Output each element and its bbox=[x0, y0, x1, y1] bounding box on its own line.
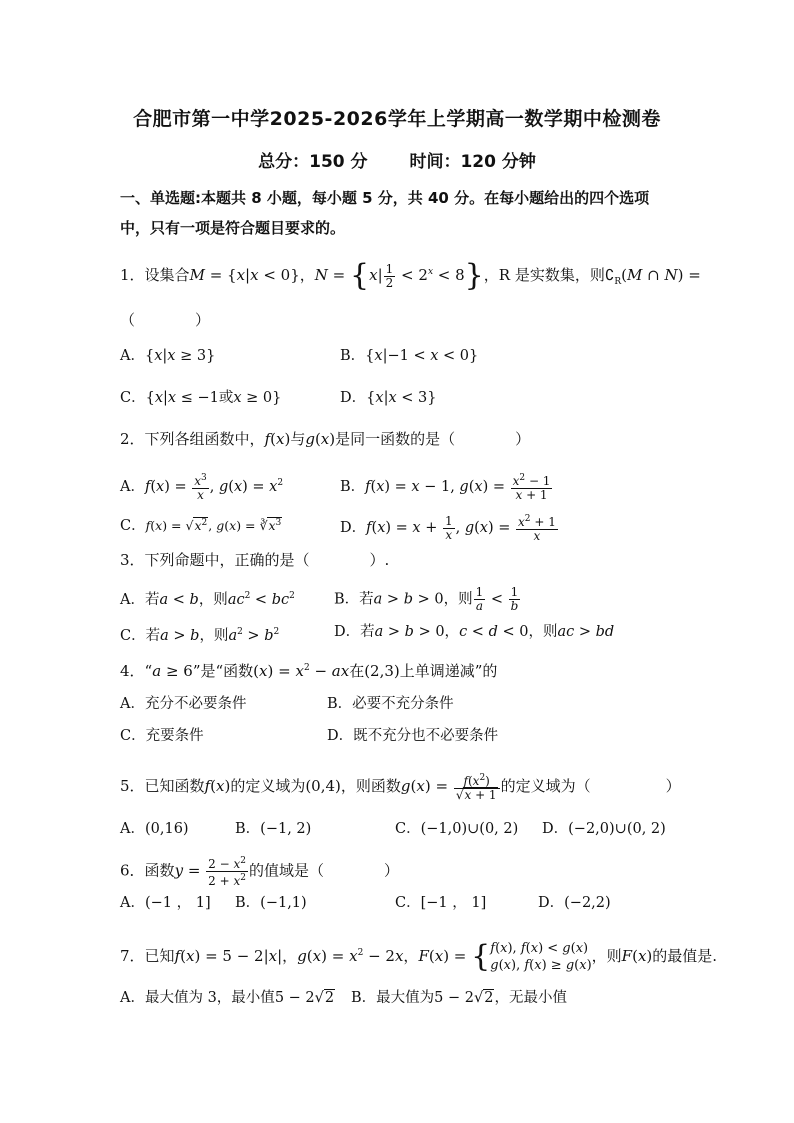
section-heading-line1: 一、单选题:本题共 8 小题，每小题 5 分，共 40 分。在每小题给出的四个选项 bbox=[120, 189, 650, 207]
option-d: D．若a > b > 0，c < d < 0，则ac > bd bbox=[334, 624, 615, 640]
math-expr: M bbox=[189, 266, 205, 284]
option-label: C． bbox=[120, 518, 146, 535]
option-b: B．{x|−1 < x < 0} bbox=[340, 348, 479, 364]
question-number: 5． bbox=[120, 777, 145, 795]
question-text-4: 上单调递减”的 bbox=[399, 662, 498, 680]
question-text-4: 的定义域为（ ） bbox=[500, 777, 681, 795]
question-number: 3． bbox=[120, 551, 145, 569]
question-number: 6． bbox=[120, 861, 145, 880]
option-label: D． bbox=[340, 390, 367, 406]
option-label: A． bbox=[120, 821, 145, 837]
option-c: C．$f(x) = √x^2$, $g(x) = ∛x^3$ bbox=[120, 518, 282, 535]
question-5: 5．已知函数f(x)的定义域为(0,4)，则函数g(x) = $\frac{f(x^2)}{√x + 1}$ 的定义域为（ ） bbox=[120, 773, 681, 802]
question-4: 4．“a ≥ 6”是“函数$(x) = x^2$ − ax在(2,3)上单调递减”的 bbox=[120, 662, 498, 680]
option-text: ，则 bbox=[443, 591, 473, 608]
total-score: 总分：150 分 bbox=[258, 152, 368, 172]
option-a: A．若a < b，则$ac^2 < bc^2$ bbox=[120, 591, 295, 608]
option-label: B．最大值为 bbox=[351, 990, 435, 1006]
question-text-2: 与 bbox=[290, 430, 306, 448]
option-label: A． bbox=[120, 895, 145, 911]
question-6: 6．函数y = $\frac{2 - x^2}{2 + x^2}$ 的值域是（ ） bbox=[120, 856, 400, 888]
question-text: 已知函数 bbox=[144, 777, 205, 795]
option-label: D． bbox=[538, 895, 565, 911]
option-label: D． bbox=[340, 520, 367, 536]
question-7: 7．已知f(x) = 5 − 2|x|，$g(x) = x^2 - 2x$，F(x) = { f(x), f(x) < g(x) g(x), f(x) ≥ g(x) ，则F(x)的最值是. bbox=[120, 939, 718, 974]
option-b: B．若a > b > 0，则 $\frac{1}{a}$ < $\frac{1}{b}$ bbox=[334, 585, 519, 613]
option-d: D．{x|x < 3} bbox=[340, 390, 437, 406]
question-text-3: 的最值是. bbox=[652, 947, 718, 965]
question-text-2: 的定义域为 bbox=[230, 777, 306, 795]
option-label: A．若 bbox=[120, 591, 160, 608]
option-c: C．若a > b，则$a^2 > b^2$ bbox=[120, 627, 280, 644]
option-b: B．最大值为5 − 2√2，无最小值 bbox=[351, 990, 567, 1006]
option-label: A． bbox=[120, 479, 145, 495]
exam-info bbox=[0, 147, 794, 172]
time-limit: 时间：120 分钟 bbox=[409, 152, 536, 172]
option-a: A．{x|x ≥ 3} bbox=[120, 348, 216, 364]
option-label: B． bbox=[235, 895, 261, 911]
option-label: B． bbox=[340, 479, 366, 495]
option-c: C．(−1,0)∪(0, 2) bbox=[395, 821, 519, 837]
option-a: A．f(x) = $\frac{x^3}{x}$ , $g(x) = x^2$ bbox=[120, 473, 284, 502]
option-text: ，则 bbox=[198, 591, 228, 608]
option-a: A．(0,16) bbox=[120, 821, 189, 837]
option-b: B．(−1, 2) bbox=[235, 821, 312, 837]
option-label: D． bbox=[542, 821, 569, 837]
option-d: D．f(x) = x + $\frac{1}{x}$ , g(x) = $\frac{x^2 + 1}{x}$ bbox=[340, 513, 556, 543]
option-a: A．最大值为 3，最小值5 − 2√2 bbox=[120, 990, 335, 1006]
option-d: D．(−2,2) bbox=[538, 895, 611, 911]
answer-paren: （ ） bbox=[120, 311, 211, 329]
question-text: 设集合 bbox=[144, 266, 190, 284]
question-text: 已知 bbox=[144, 947, 175, 965]
question-text-2: ，R 是实数集，则 bbox=[483, 266, 605, 284]
question-number: 7． bbox=[120, 947, 145, 965]
question-text-3: 在 bbox=[349, 662, 365, 680]
option-label: B．若 bbox=[334, 591, 374, 608]
option-text: ，则 bbox=[528, 624, 558, 640]
question-1: 1．设集合M = {x|x < 0}，N = {x| $\frac{1}{2}$ < $2^x < 8$}，R 是实数集，则$∁_R(M$ ∩ N) = bbox=[120, 258, 701, 293]
question-text-2: ，则 bbox=[591, 947, 622, 965]
option-b: B．f(x) = x − 1, g(x) = $\frac{x^2 - 1}{x + 1}$ bbox=[340, 473, 551, 502]
question-3 bbox=[120, 550, 389, 570]
question-text: 下列命题中，正确的是（ ）. bbox=[144, 551, 390, 569]
option-d: D．(−2,0)∪(0, 2) bbox=[542, 821, 666, 837]
question-text: “ bbox=[144, 662, 153, 680]
option-b: B．必要不充分条件 bbox=[327, 696, 454, 712]
option-label: B． bbox=[340, 348, 366, 364]
option-label: C． bbox=[120, 390, 146, 406]
exam-title: 合肥市第一中学2025-2026学年上学期高一数学期中检测卷 bbox=[133, 108, 661, 130]
question-number: 2． bbox=[120, 430, 145, 448]
question-text-3: ，则函数 bbox=[340, 777, 401, 795]
option-label: B． bbox=[235, 821, 261, 837]
question-text-2: ”是“函数 bbox=[192, 662, 254, 680]
question-text: 函数 bbox=[144, 861, 175, 880]
option-a: A．充分不必要条件 bbox=[120, 696, 247, 712]
option-b: B．(−1,1) bbox=[235, 895, 307, 911]
section-heading bbox=[120, 183, 680, 243]
option-text: ，则 bbox=[199, 627, 229, 644]
option-c: C．[−1 ， 1] bbox=[395, 895, 487, 911]
option-c: C．充要条件 bbox=[120, 728, 204, 744]
section-heading-line2: 中，只有一项是符合题目要求的。 bbox=[120, 219, 346, 237]
option-d: D．既不充分也不必要条件 bbox=[327, 728, 499, 744]
option-label: C．若 bbox=[120, 627, 161, 644]
option-a: A．(−1 ， 1] bbox=[120, 895, 211, 911]
question-number: 1． bbox=[120, 266, 145, 284]
question-text-2: 的值域是（ ） bbox=[249, 861, 400, 880]
question-2: 2．下列各组函数中，f(x)与g(x)是同一函数的是（ ） bbox=[120, 430, 531, 448]
option-label: C． bbox=[395, 821, 421, 837]
question-number: 4． bbox=[120, 662, 145, 680]
option-label: D．若 bbox=[334, 624, 375, 640]
option-label: C． bbox=[395, 895, 421, 911]
question-text-3: 是同一函数的是（ ） bbox=[335, 430, 531, 448]
option-c: C．{x|x ≤ −1或x ≥ 0} bbox=[120, 390, 282, 406]
question-text: 下列各组函数中， bbox=[144, 430, 265, 448]
option-label: A．最大值为 3，最小值 bbox=[120, 990, 275, 1006]
option-label: A． bbox=[120, 348, 145, 364]
option-text: ，无最小值 bbox=[494, 990, 567, 1006]
